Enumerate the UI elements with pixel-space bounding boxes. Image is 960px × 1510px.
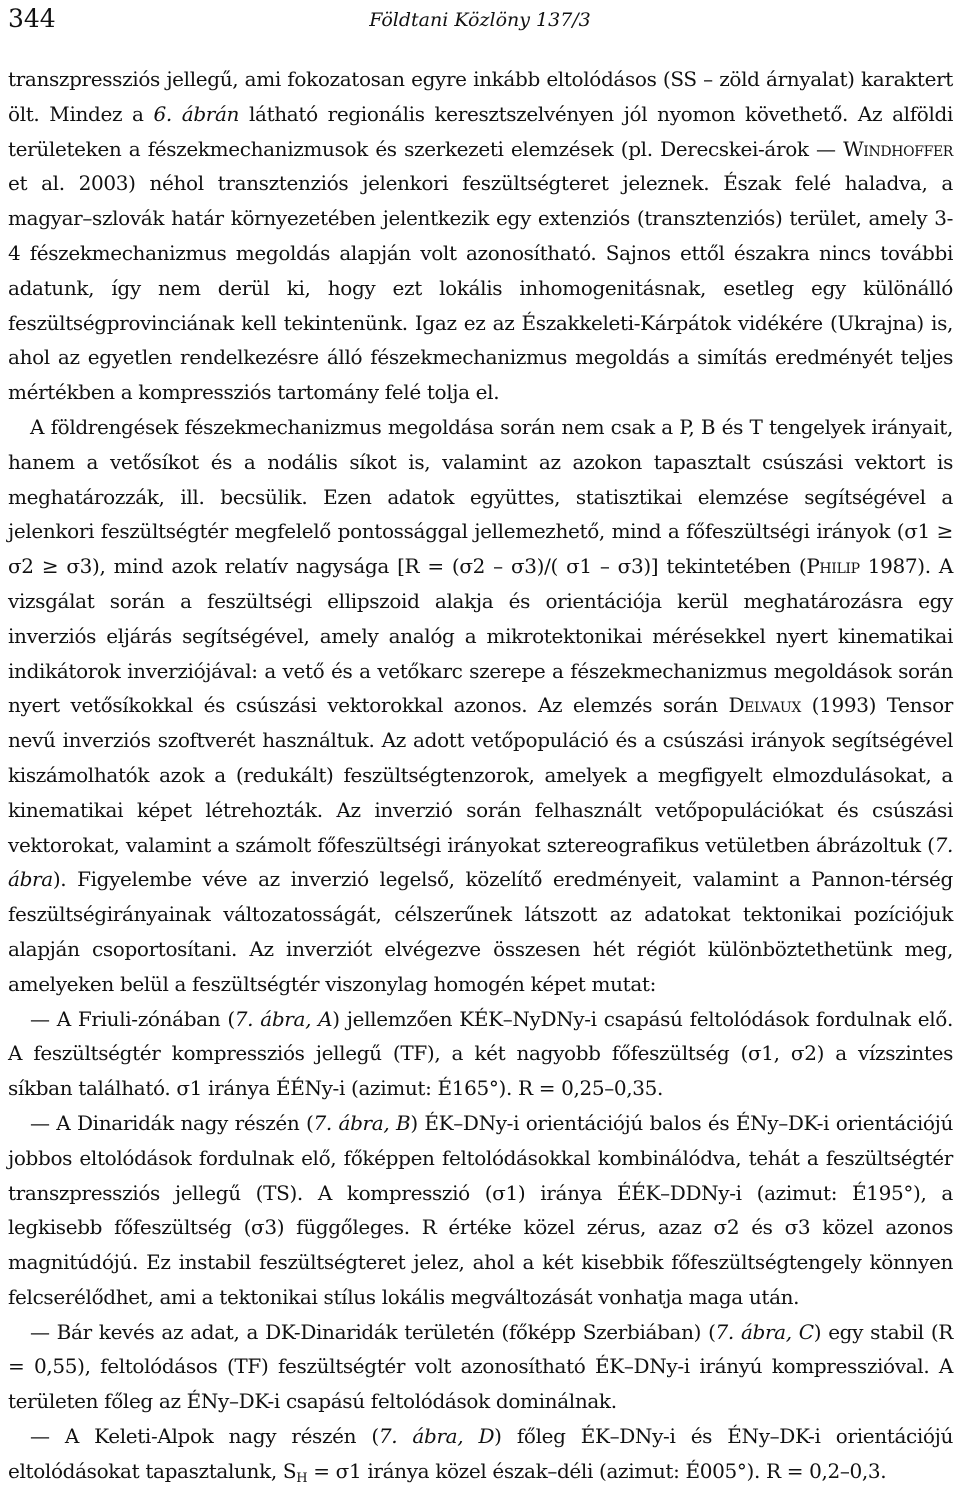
author-citation: Philip <box>806 554 860 579</box>
journal-title: Földtani Közlöny 137/3 <box>369 9 591 31</box>
paragraph-2: A földrengések fészekmechanizmus megoldása során nem csak a P, B és T tengelyek irányait, hanem a vetősíkot és a nodális síkot is, valamint az azokon tapasztalt csúszási vektort is meghatározzák, ill. becsülik. Ezen adatok együttes, statisztikai elemzése segítségével a jelenkori feszültségtér megfelelő pontossággal jellemezhető, mind a főfeszültségi irányok (σ1 ≥ σ2 ≥ σ3), mind azok relatív nagysága [R = (σ2 – σ3)/( σ1 – σ3)] tekintetében (Philip 1987). A vizsgálat során a feszültségi ellipszoid alakja és orientációja kerül meghatározásra egy inverziós eljárás segítségével, amely analóg a mikrotektonikai mérésekkel nyert kinematikai indikátorok inverziójával: a vető és a vetőkarc szerepe a fészekmechanizmus megoldások során nyert vetősíkokkal és csúszási vektorokkal azonos. Az elemzés során Delvaux (1993) Tensor nevű inverziós szoftverét használtuk. Az adott vetőpopuláció és a csúszási irányok segítségével kiszámolhatók azok a (redukált) feszültségtenzorok, amelyek a megfigyelt elmozdulásokat, a kinematikai képet létrehozták. Az inverzió során felhasznált vetőpopulációkat és csúszási vektorokat, valamint a számolt főfeszültségi irányokat sztereografikus vetületben ábrázoltuk (7. ábra). Figyelembe véve az inverzió legelső, közelítő eredményeit, valamint a Pannon-térség feszültségirányainak változatosságát, célszerűnek látszott az adatokat tektonikai pozíciójuk alapján csoportosítani. Az inverziót elvégezve összesen hét régiót különböztethetünk meg, amelyeken belül a feszültségtér viszonylag homogén képet mutat: <box>8 414 953 996</box>
page-number: 344 <box>8 4 56 33</box>
paragraph-keleti-alpok: — A Keleti-Alpok nagy részén (7. ábra, D) főleg ÉK–DNy-i és ÉNy–DK-i orientációjú eltolódásokat tapasztalunk, $S_H = \sigma 1$ iránya közel észak–déli (azimut: É005°). R = 0,2–0,3. <box>8 1424 953 1486</box>
article-body <box>8 62 953 1489</box>
paragraph-dinaridak: — A Dinaridák nagy részén (7. ábra, B) ÉK–DNy-i orientációjú balos és ÉNy–DK-i orientációjú jobbos eltolódások fordulnak elő, főképpen feltolódásokkal kombinálódva, tehát a feszültségtér transzpressziós jellegű (TS). A kompresszió (σ1) iránya ÉÉK–DDNy-i (azimut: É195°), a legkisebb főfeszültség (σ3) függőleges. R értéke közel zérus, azaz σ2 és σ3 közel azonos magnitúdójú. Ez instabil feszültségteret jelez, ahol a két kisebbik főfeszültségtengely könnyen felcserélődhet, ami a tektonikai stílus lokális megváltozását vonhatja maga után. <box>8 1110 953 1309</box>
page-header <box>0 0 960 40</box>
paragraph-dk-dinaridak: — Bár kevés az adat, a DK-Dinaridák területén (főképp Szerbiában) (7. ábra, C) egy stabil (R = 0,55), feltolódásos (TF) feszültségtér volt azonosítható ÉK–DNy-i irányú kompresszióval. A területen főleg az ÉNy–DK-i csapású feltolódások dominálnak. <box>8 1319 953 1414</box>
figure-reference: 7. ábra, B <box>313 1110 411 1135</box>
author-citation: Windhoffer <box>843 136 953 161</box>
figure-reference: 7. ábra <box>8 832 953 892</box>
paragraph-1: transzpressziós jellegű, ami fokozatosan egyre inkább eltolódásos (SS – zöld árnyalat) karaktert ölt. Mindez a 6. ábrán látható regionális keresztszelvényen jól nyomon követhető. Az alföldi területeken a fészekmechanizmusok és szerkezeti elemzések (pl. Derecskei-árok — Windhoffer et al. 2003) néhol transztenziós jelenkori feszültségteret jeleznek. Észak felé haladva, a magyar–szlovák határ környezetében jelentkezik egy extenziós (transztenziós) terület, amely 3-4 fészekmechanizmus megoldás alapján volt azonosítható. Sajnos ettől északra nincs további adatunk, így nem derül ki, hogy ezt lokális inhomogenitásnak, esetleg egy különálló feszültségprovinciának kell tekintenünk. Igaz ez az Északkeleti-Kárpátok vidékére (Ukrajna) is, ahol az egyetlen rendelkezésre álló fészekmechanizmus megoldás a simítás eredményét teljes mértékben a kompressziós tartomány felé tolja el. <box>8 67 953 405</box>
paragraph-friuli: — A Friuli-zónában (7. ábra, A) jellemzően KÉK–NyDNy-i csapású feltolódások fordulnak elő. A feszültségtér kompressziós jellegű (TF), a két nagyobb főfeszültség (σ1, σ2) a vízszintes síkban található. σ1 iránya ÉÉNy-i (azimut: É165°). R = 0,25–0,35. <box>8 1006 954 1101</box>
figure-reference: 7. ábra, D <box>378 1424 495 1449</box>
author-citation: Delvaux <box>728 693 801 718</box>
figure-reference: 7. ábra, A <box>234 1006 333 1031</box>
figure-reference: 7. ábra, C <box>715 1319 814 1344</box>
figure-reference: 6. ábrán <box>153 101 240 126</box>
subscript: H <box>296 1470 308 1486</box>
